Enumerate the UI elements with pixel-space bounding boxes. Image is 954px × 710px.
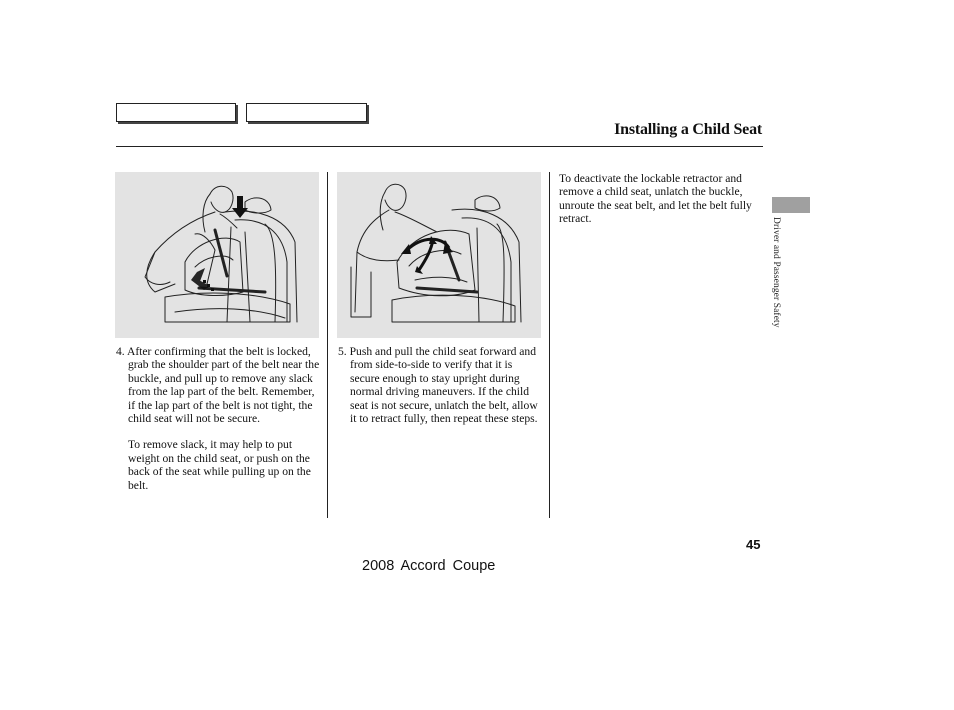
column-2-text	[338, 345, 542, 425]
footer-model-name: 2008 Accord Coupe	[362, 558, 496, 574]
section-title: Installing a Child Seat	[614, 121, 762, 138]
chapter-label: Driver and Passenger Safety	[771, 217, 781, 328]
illustration-woman-pushing-seat	[337, 172, 541, 338]
column-1-text	[116, 345, 320, 492]
figure-check-seat-secure	[337, 172, 541, 338]
column-3-text	[559, 172, 763, 226]
nav-button-previous[interactable]	[116, 103, 236, 122]
title-divider	[116, 146, 763, 147]
step-4-text: 4. After confirming that the belt is locked, grab the shoulder part of the belt near the buckle, and pull up to remove any slack from the lap part of the belt. Remember, if the lap part of the belt is not tight, the child seat will not be secure.	[116, 345, 320, 426]
deactivate-retractor-text: To deactivate the lockable retractor and remove a child seat, unlatch the buckle, unroute the seat belt, and let the belt fully retract.	[559, 172, 752, 226]
column-divider	[327, 172, 328, 518]
nav-button-next[interactable]	[246, 103, 367, 122]
column-divider	[549, 172, 550, 518]
figure-tighten-belt	[115, 172, 319, 338]
illustration-woman-pulling-belt	[115, 172, 319, 338]
page-number: 45	[746, 537, 761, 552]
step-5-text: 5. Push and pull the child seat forward and from side-to-side to verify that it is secure enough to stay upright during normal driving maneuvers. If the child seat is not secure, unlatch the belt, allow it to retract fully, then repeat these steps.	[338, 345, 538, 426]
chapter-tab	[772, 197, 810, 213]
step-4-note: To remove slack, it may help to put weight on the child seat, or push on the back of the seat while pulling up on the belt.	[128, 438, 311, 492]
